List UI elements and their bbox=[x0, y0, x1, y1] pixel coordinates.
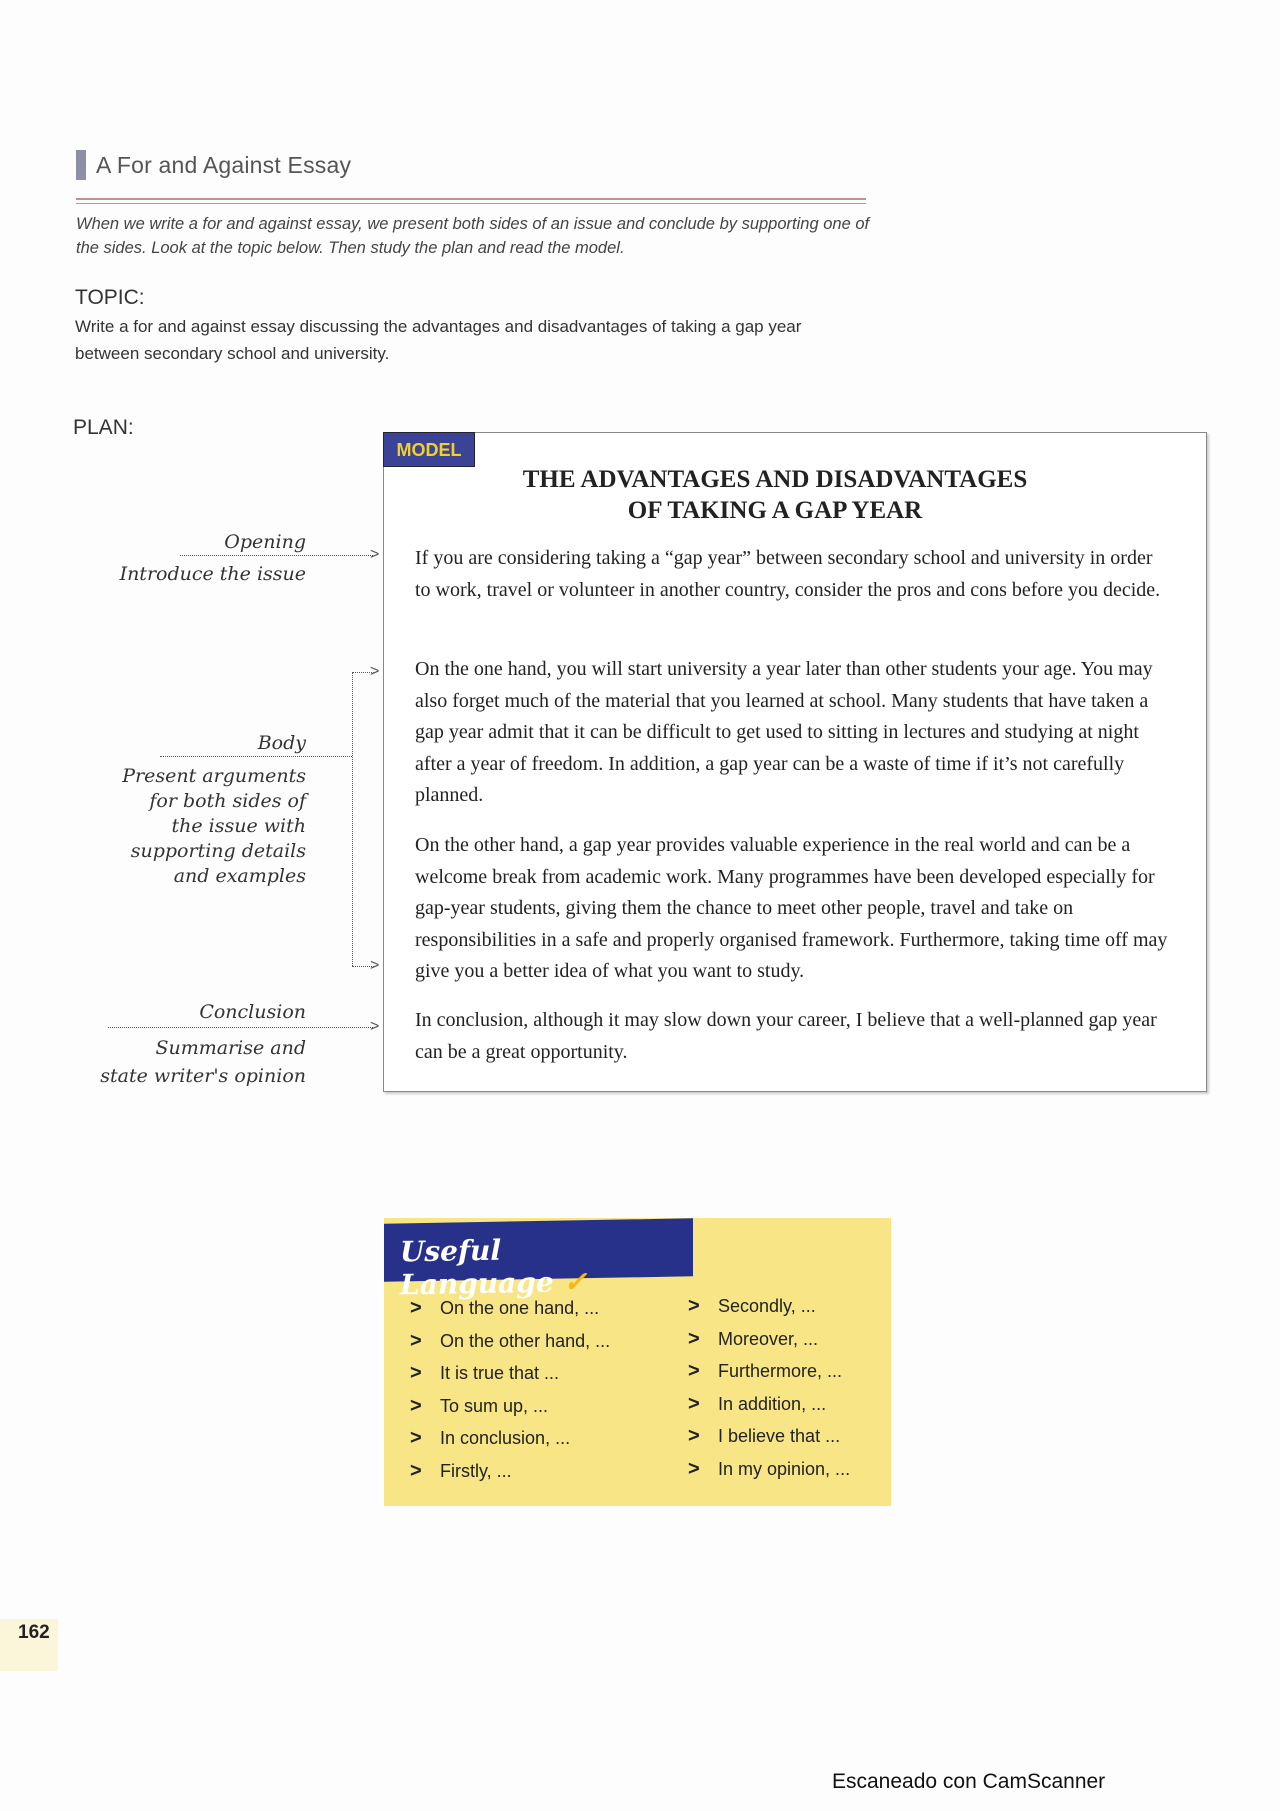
useful-phrase-text: In addition, ... bbox=[718, 1393, 827, 1414]
chevron-right-icon: > bbox=[410, 1427, 422, 1449]
useful-phrase bbox=[688, 1458, 850, 1481]
heading-line: THE ADVANTAGES AND DISADVANTAGES bbox=[522, 466, 1028, 493]
plan-body-line: the issue with bbox=[171, 815, 306, 837]
arrow-icon: > bbox=[370, 663, 380, 680]
useful-phrase bbox=[410, 1395, 548, 1418]
chevron-right-icon: > bbox=[410, 1394, 422, 1417]
plan-conclusion-line: state writer's opinion bbox=[100, 1065, 306, 1087]
essay-paragraph-conclusion: In conclusion, although it may slow down your career, I believe that a well-planned gap year can be a great opportunity. bbox=[415, 1009, 1157, 1063]
plan-label: PLAN: bbox=[73, 416, 134, 439]
useful-phrase-text: Furthermore, ... bbox=[718, 1361, 843, 1381]
essay-paragraph-intro: If you are considering taking a “gap year” between secondary school and university in order to work, travel or volunteer in another country, consider the pros and cons before you decide. bbox=[415, 547, 1161, 601]
essay-paragraph-against: On the one hand, you will start university a year later than other students your age. You may also forget much of the material that you learned at school. Many students that have taken a gap year admit that it can be difficult to get used to sitting in lectures and studying at night after a year of freedom. In addition, a gap year can be a waste of time if it’s not carefully planned. bbox=[415, 658, 1153, 806]
topic-text: Write a for and against essay discussing the advantages and disadvantages of taking a gap year between secondary school and university. bbox=[75, 317, 802, 363]
plan-body-line: Present arguments bbox=[122, 765, 306, 787]
useful-phrase-text: On the other hand, ... bbox=[440, 1330, 611, 1351]
arrow-icon: > bbox=[370, 546, 380, 563]
essay-paragraph-for: On the other hand, a gap year provides valuable experience in the real world and can be a welcome break from academic work. Many programmes have been developed especially for gap-year students, giving them the chance to meet other people, travel and take on responsibilities in a safe and properly organised framework. Furthermore, taking time off may give you a better idea of what you want to study. bbox=[415, 834, 1168, 982]
plan-body-line: and examples bbox=[173, 865, 306, 887]
useful-phrase-text: It is true that ... bbox=[440, 1363, 560, 1383]
useful-phrase-text: To sum up, ... bbox=[440, 1395, 549, 1416]
heading-line: OF TAKING A GAP YEAR bbox=[627, 497, 923, 524]
arrow-icon: > bbox=[370, 957, 380, 974]
useful-phrase bbox=[688, 1393, 826, 1416]
plan-body-desc bbox=[60, 764, 306, 889]
useful-phrase-text: Moreover, ... bbox=[718, 1328, 819, 1349]
chevron-right-icon: > bbox=[410, 1329, 422, 1352]
intro-text: When we write a for and against essay, we present both sides of an issue and conclude by supporting one of the sides. Look at the topic below. Then study the plan and read the model. bbox=[76, 215, 870, 257]
useful-phrase-text: In conclusion, ... bbox=[440, 1428, 571, 1448]
useful-phrase bbox=[410, 1330, 610, 1353]
plan-body-line: supporting details bbox=[130, 840, 306, 862]
page-number: 162 bbox=[18, 1622, 50, 1643]
plan-opening-title: Opening bbox=[224, 531, 306, 553]
section-title: A For and Against Essay bbox=[96, 152, 352, 178]
plan-conclusion-title: Conclusion bbox=[199, 1001, 306, 1023]
useful-phrase bbox=[410, 1427, 570, 1450]
chevron-right-icon: > bbox=[688, 1425, 700, 1447]
chevron-right-icon: > bbox=[688, 1360, 700, 1382]
chevron-right-icon: > bbox=[688, 1295, 700, 1317]
model-tag: MODEL bbox=[383, 432, 475, 467]
plan-opening-desc: Introduce the issue bbox=[119, 563, 306, 585]
scanner-watermark: Escaneado con CamScanner bbox=[832, 1770, 1106, 1793]
plan-conclusion-desc bbox=[40, 1034, 306, 1090]
useful-phrase bbox=[688, 1328, 818, 1351]
useful-phrase bbox=[410, 1362, 559, 1385]
useful-phrase-text: Firstly, ... bbox=[440, 1460, 512, 1481]
useful-phrase bbox=[688, 1425, 840, 1448]
chevron-right-icon: > bbox=[688, 1457, 700, 1480]
chevron-right-icon: > bbox=[688, 1327, 700, 1350]
useful-language-title: Useful Language bbox=[400, 1233, 554, 1302]
useful-phrase-text: On the one hand, ... bbox=[440, 1298, 600, 1318]
model-heading bbox=[383, 464, 1167, 526]
bracket bbox=[352, 672, 353, 966]
useful-phrase bbox=[688, 1360, 842, 1383]
useful-phrase-text: I believe that ... bbox=[718, 1426, 841, 1446]
connector bbox=[180, 555, 375, 556]
useful-phrase-text: In my opinion, ... bbox=[718, 1458, 851, 1479]
chevron-right-icon: > bbox=[410, 1362, 422, 1384]
useful-language-header bbox=[384, 1218, 693, 1302]
connector bbox=[108, 1027, 375, 1028]
chevron-right-icon: > bbox=[410, 1297, 422, 1319]
useful-phrase-text: Secondly, ... bbox=[718, 1296, 816, 1316]
chevron-right-icon: > bbox=[410, 1459, 422, 1482]
topic-label: TOPIC: bbox=[75, 286, 145, 309]
chevron-right-icon: > bbox=[688, 1392, 700, 1415]
useful-phrase bbox=[688, 1295, 816, 1318]
title-marker bbox=[76, 150, 86, 180]
divider bbox=[76, 203, 866, 204]
useful-phrase bbox=[410, 1297, 599, 1320]
plan-conclusion-line: Summarise and bbox=[155, 1037, 306, 1059]
arrow-icon: > bbox=[370, 1018, 380, 1035]
divider bbox=[76, 198, 866, 200]
plan-body-title: Body bbox=[257, 732, 306, 754]
useful-phrase bbox=[410, 1460, 512, 1483]
checkmark-icon: ✓ bbox=[563, 1265, 588, 1299]
plan-body-line: for both sides of bbox=[149, 790, 306, 812]
connector bbox=[160, 756, 352, 757]
